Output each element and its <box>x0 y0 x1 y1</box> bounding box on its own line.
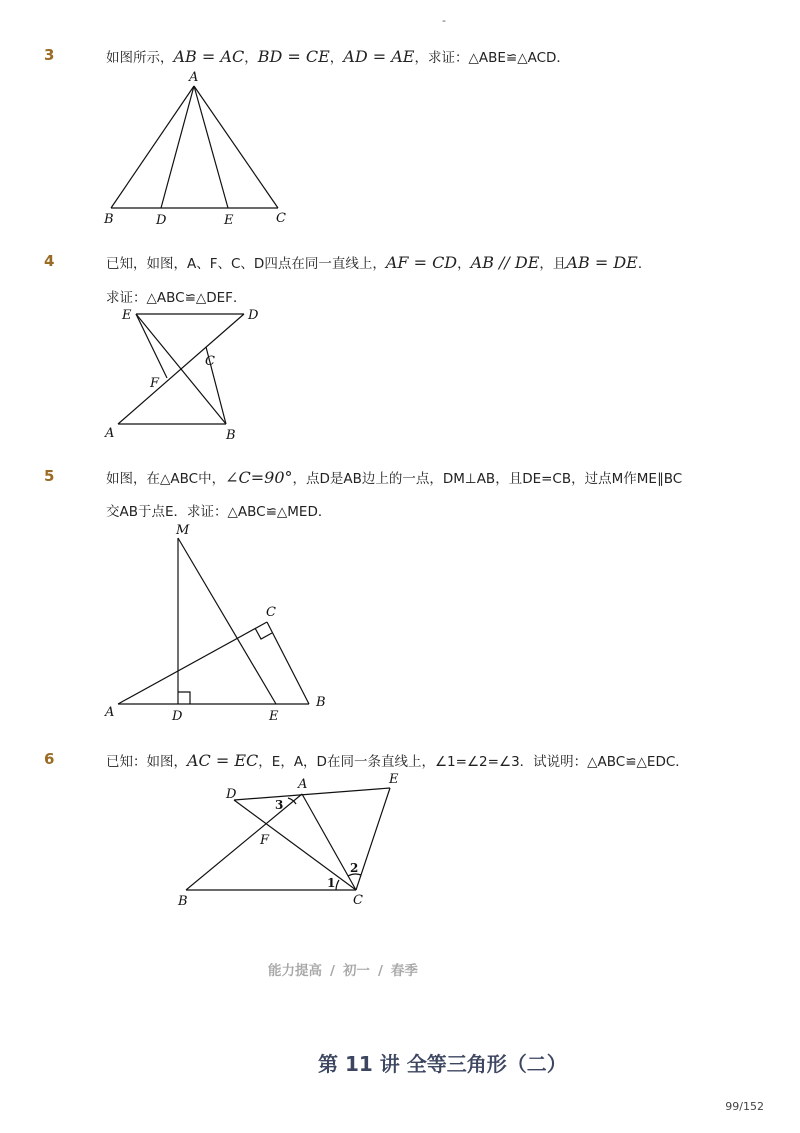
question-5-prove: 交AB于点E．求证：△ABC≌△MED． <box>106 504 332 520</box>
q6-angle-1: 1 <box>327 876 336 890</box>
question-number-3: 3 <box>44 46 55 64</box>
q3-math-1: AB = AC <box>173 47 245 66</box>
q4-label-b: B <box>226 428 236 443</box>
q6-angle-2: 2 <box>350 861 359 875</box>
q4-text-1: 已知，如图，A、F、C、D四点在同一直线上， <box>106 256 386 272</box>
q4-label-e: E <box>122 308 132 323</box>
q5-label-b: B <box>316 695 326 710</box>
page-number: 99/152 <box>725 1100 764 1113</box>
q6-label-d: D <box>226 787 237 802</box>
question-number-6: 6 <box>44 750 55 768</box>
q3-text-2: ， <box>244 50 258 66</box>
q3-label-e: E <box>224 213 234 228</box>
q3-text-3: ， <box>329 50 344 66</box>
q4-text-3: ，且 <box>539 256 567 272</box>
figure-q4 <box>100 302 270 444</box>
q5-label-c: C <box>266 605 276 620</box>
figure-q3 <box>100 66 300 230</box>
q4-text-4: ． <box>637 256 652 272</box>
question-4-text <box>106 252 651 272</box>
footer-course: 能力提高 <box>268 963 322 979</box>
q4-math-2: AB // DE <box>470 253 540 272</box>
question-3-text <box>106 46 570 66</box>
question-5-text <box>106 467 682 487</box>
q3-label-d: D <box>156 213 167 228</box>
footer-course-line <box>268 959 418 979</box>
figure-q5 <box>100 518 340 728</box>
figure-q6 <box>170 766 410 912</box>
q3-label-a: A <box>189 70 199 85</box>
q3-label-c: C <box>276 211 286 226</box>
top-mark: - <box>442 14 446 27</box>
q5-label-m: M <box>176 523 190 538</box>
q5-text-2: ，点D是AB边上的一点，DM⊥AB，且DE=CB，过点M作ME∥BC <box>292 471 683 487</box>
q6-text-2: ，E，A，D在同一条直线上，∠1=∠2=∠3．试说明：△ABC≌△EDC． <box>258 754 689 770</box>
q3-text-4: ，求证：△ABE≌△ACD． <box>414 50 570 66</box>
q5-label-e: E <box>269 709 279 724</box>
q4-math-1: AF = CD <box>385 253 458 272</box>
q6-label-c: C <box>353 893 363 908</box>
q4-text-2: ， <box>457 256 471 272</box>
question-4-prove: 求证：△ABC≌△DEF． <box>106 290 247 306</box>
q6-text-1: 已知：如图， <box>106 754 187 770</box>
q6-label-e: E <box>389 772 399 787</box>
question-number-5: 5 <box>44 467 55 485</box>
q5-math-1: ∠C=90° <box>225 468 293 487</box>
q6-label-a: A <box>298 777 308 792</box>
q3-text-1: 如图所示， <box>106 50 174 66</box>
footer-separator-2: / <box>377 963 383 979</box>
q5-label-d: D <box>172 709 183 724</box>
footer-season: 春季 <box>390 963 418 979</box>
q4-math-3: AB = DE <box>566 253 638 272</box>
q6-label-f: F <box>260 833 270 848</box>
lesson-title: 第 11 讲 全等三角形（二） <box>318 1052 567 1076</box>
q6-math-1: AC = EC <box>187 751 259 770</box>
q4-label-d: D <box>248 308 259 323</box>
q4-label-c: C <box>205 354 215 369</box>
q3-math-3: AD = AE <box>343 47 415 66</box>
question-number-4: 4 <box>44 252 55 270</box>
q4-label-f: F <box>150 376 160 391</box>
q5-label-a: A <box>105 705 115 720</box>
footer-grade: 初一 <box>342 963 370 979</box>
footer-separator-1: / <box>330 963 335 979</box>
q3-math-2: BD = CE <box>257 47 330 66</box>
q3-label-b: B <box>104 212 114 227</box>
q5-text-1: 如图，在△ABC中， <box>106 471 226 487</box>
q6-angle-3: 3 <box>275 798 284 812</box>
q6-label-b: B <box>178 894 188 909</box>
q4-label-a: A <box>105 426 115 441</box>
